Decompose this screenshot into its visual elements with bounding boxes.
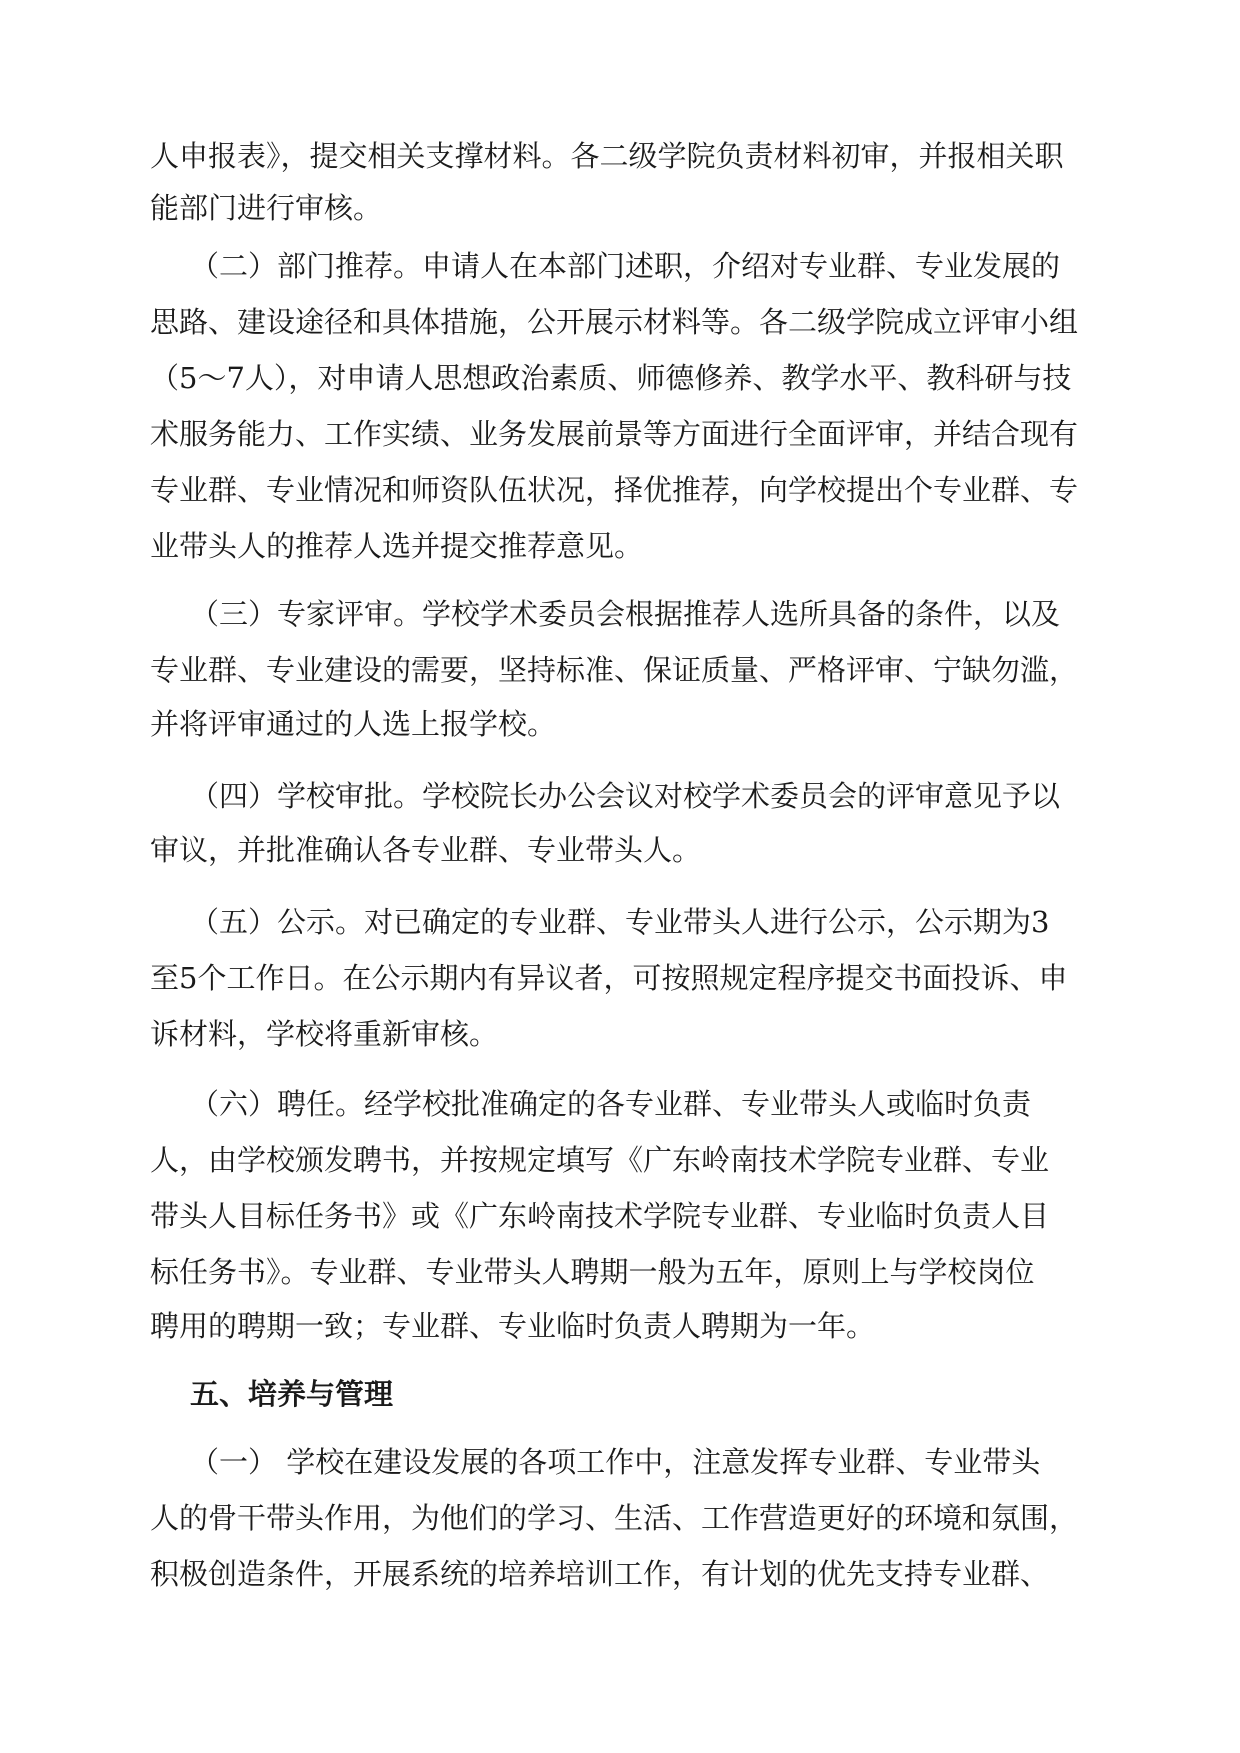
text-line: 人申报表》，提交相关支撑材料。各二级学院负责材料初审，并报相关职	[150, 139, 1064, 173]
text-line: 并将评审通过的人选上报学校。	[150, 707, 557, 741]
text-line: （五）公示。对已确定的专业群、专业带头人进行公示，公示期为3	[190, 905, 1050, 939]
text-line: 术服务能力、工作实绩、业务发展前景等方面进行全面评审，并结合现有	[150, 417, 1079, 451]
text-line: 专业群、专业情况和师资队伍状况，择优推荐，向学校提出个专业群、专	[150, 473, 1079, 507]
text-line: 思路、建设途径和具体措施，公开展示材料等。各二级学院成立评审小组	[150, 305, 1079, 339]
text-line: 积极创造条件，开展系统的培养培训工作，有计划的优先支持专业群、	[150, 1557, 1050, 1591]
text-line: 审议，并批准确认各专业群、专业带头人。	[150, 833, 702, 867]
text-line: （二）部门推荐。申请人在本部门述职，介绍对专业群、专业发展的	[190, 249, 1061, 283]
text-line: （5～7人），对申请人思想政治素质、师德修养、教学水平、教科研与技	[150, 361, 1072, 395]
text-line: 至5个工作日。在公示期内有异议者，可按照规定程序提交书面投诉、申	[150, 961, 1068, 995]
text-line: 专业群、专业建设的需要，坚持标准、保证质量、严格评审、宁缺勿滥，	[150, 653, 1079, 687]
text-line: （四）学校审批。学校院长办公会议对校学术委员会的评审意见予以	[190, 779, 1061, 813]
text-line: 人，由学校颁发聘书，并按规定填写《广东岭南技术学院专业群、专业	[150, 1143, 1050, 1177]
text-line: 诉材料，学校将重新审核。	[150, 1017, 499, 1051]
text-line: 标任务书》。专业群、专业带头人聘期一般为五年，原则上与学校岗位	[150, 1255, 1035, 1289]
text-line: 人的骨干带头作用，为他们的学习、生活、工作营造更好的环境和氛围，	[150, 1501, 1079, 1535]
text-line: （三）专家评审。学校学术委员会根据推荐人选所具备的条件，以及	[190, 597, 1061, 631]
text-line: 业带头人的推荐人选并提交推荐意见。	[150, 529, 644, 563]
text-line: 能部门进行审核。	[150, 191, 383, 225]
text-line: 聘用的聘期一致；专业群、专业临时负责人聘期为一年。	[150, 1309, 876, 1343]
section-heading-text: 五、培养与管理	[190, 1377, 394, 1411]
text-line: （六）聘任。经学校批准确定的各专业群、专业带头人或临时负责	[190, 1087, 1032, 1121]
text-line: 带头人目标任务书》或《广东岭南技术学院专业群、专业临时负责人目	[150, 1199, 1050, 1233]
text-line: （一） 学校在建设发展的各项工作中，注意发挥专业群、专业带头	[190, 1445, 1041, 1479]
